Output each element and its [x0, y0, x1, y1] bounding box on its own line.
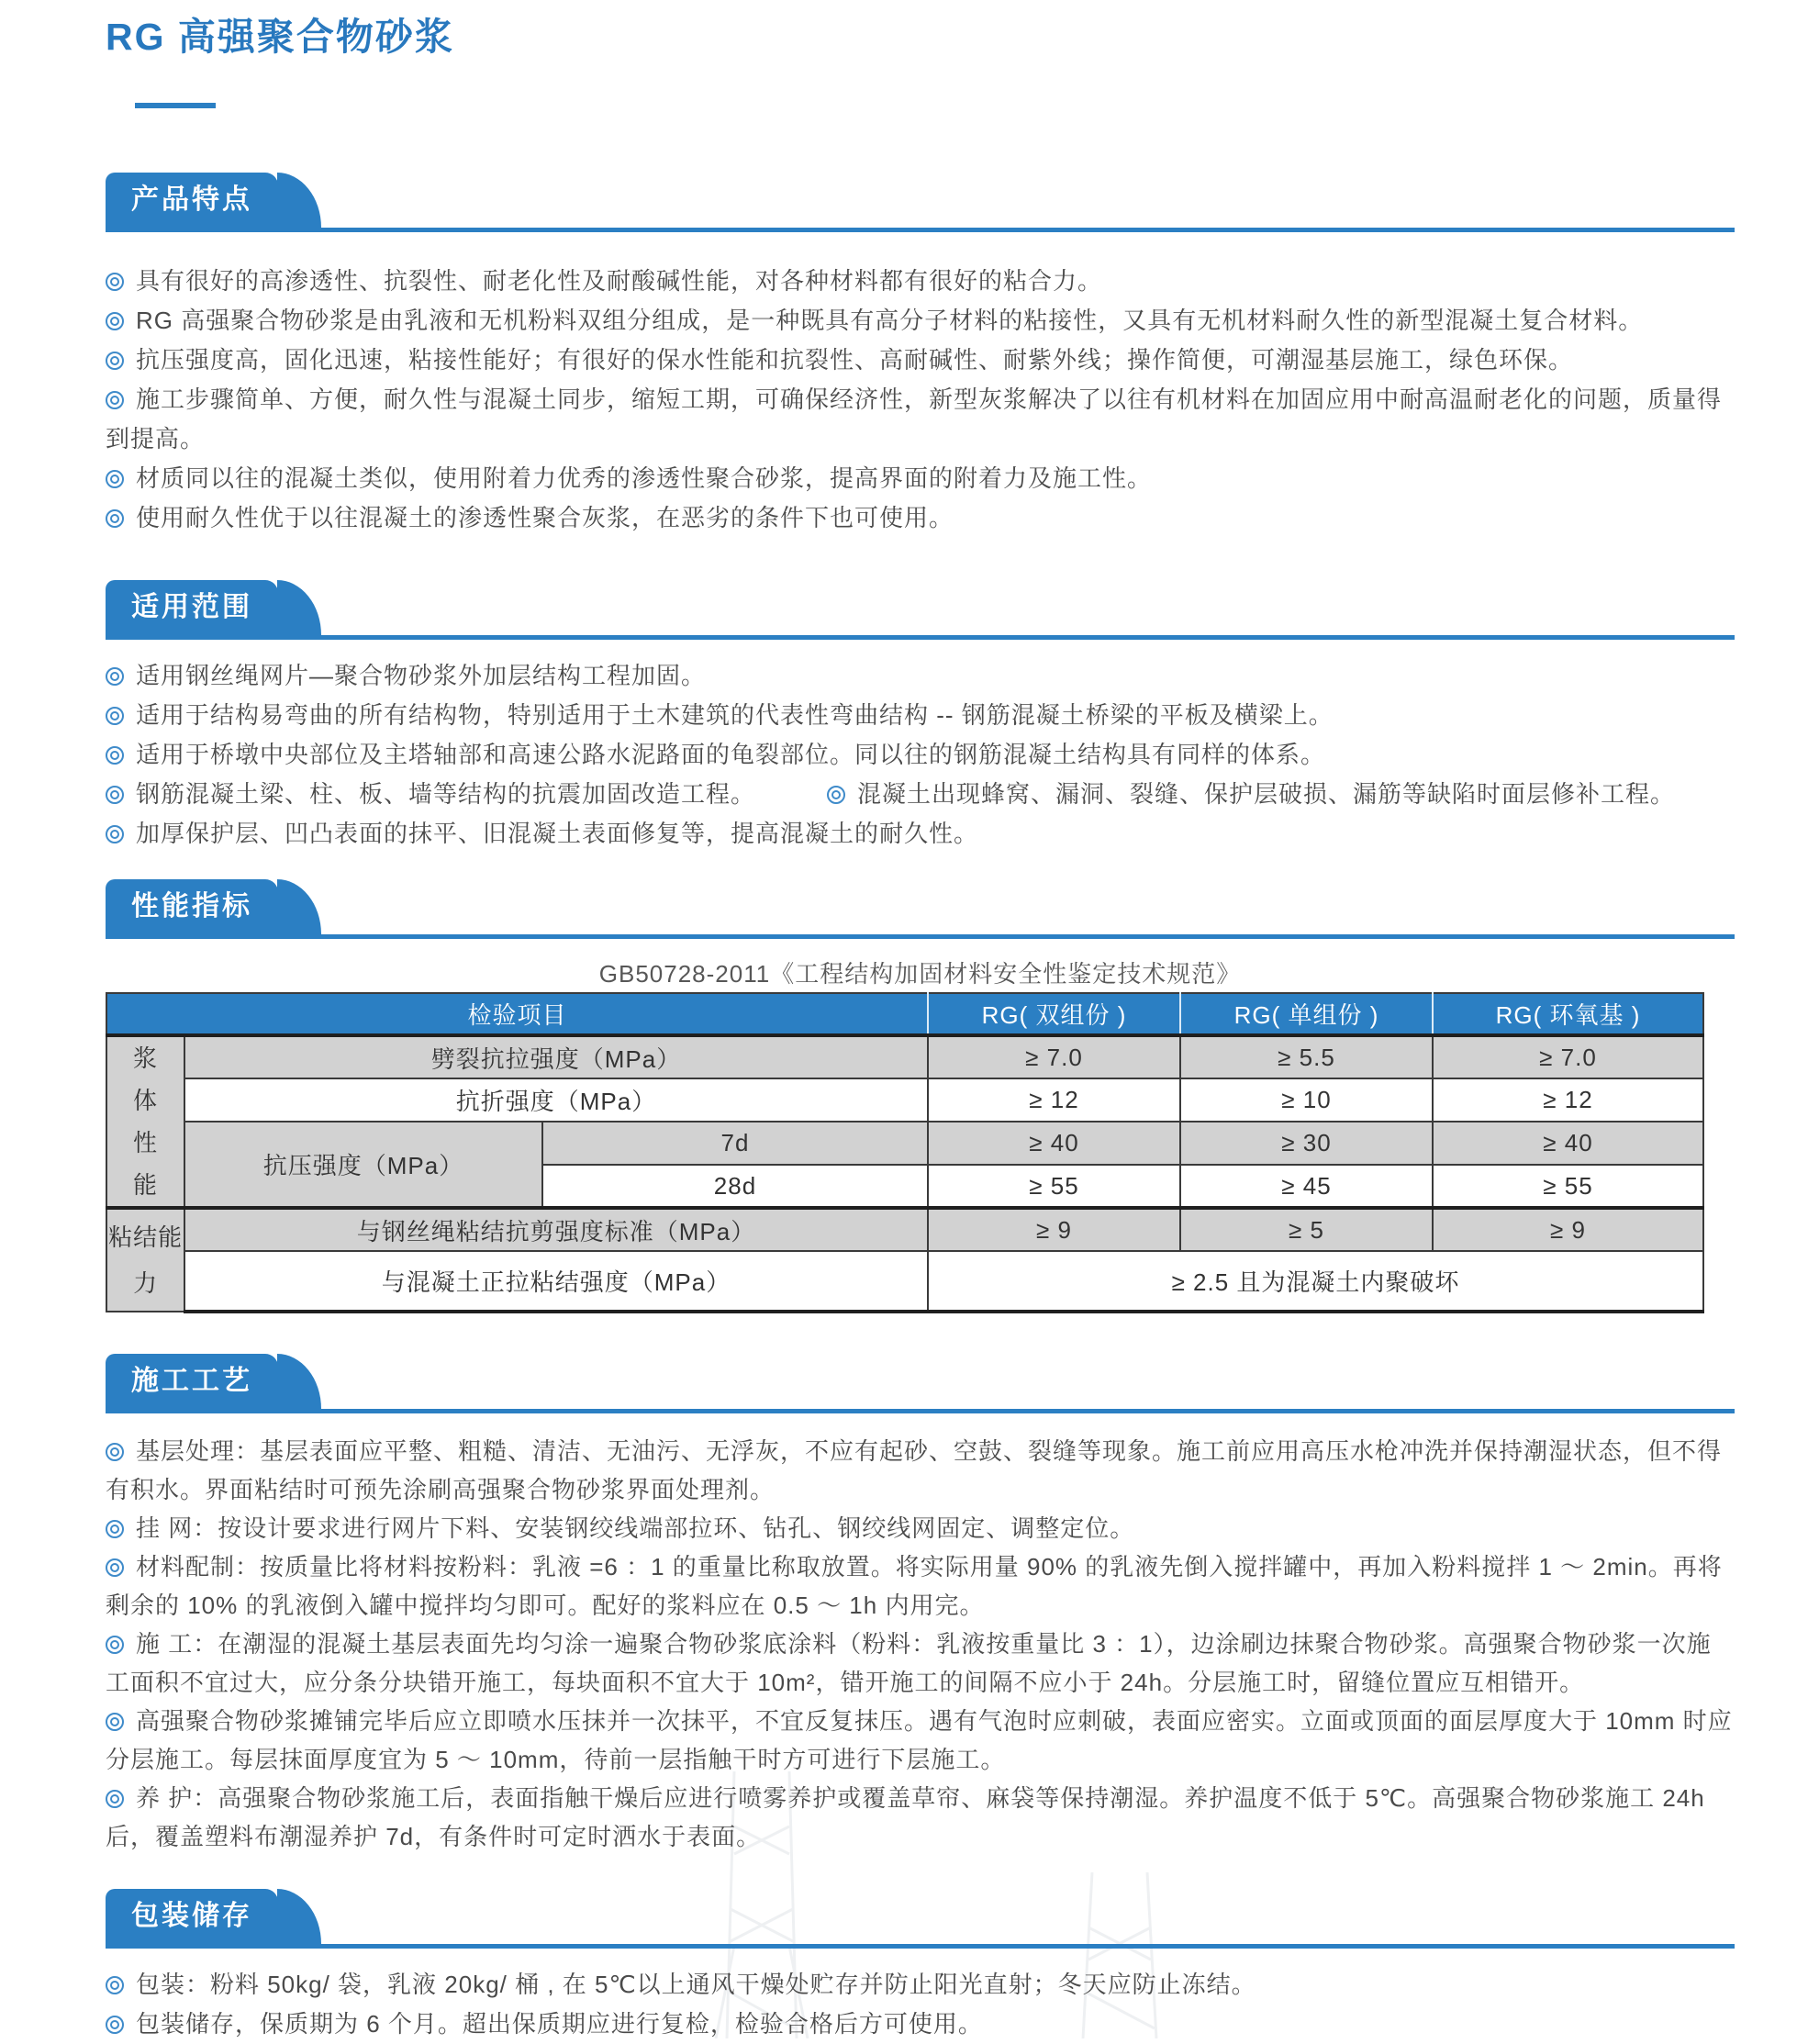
features-list: [106, 262, 1735, 538]
bullet-icon: [106, 273, 124, 291]
list-item: [106, 301, 1735, 341]
test-item-cell: 与混凝土正拉粘结强度（MPa）: [184, 1251, 928, 1312]
value-cell: ≥ 55: [1433, 1165, 1703, 1208]
list-item-text: 挂 网：按设计要求进行网片下料、安装钢绞线端部拉环、钻孔、钢绞线网固定、调整定位。: [136, 1514, 1135, 1542]
test-item-cell: 抗压强度（MPa）: [184, 1122, 542, 1208]
bullet-icon: [106, 1636, 124, 1654]
row-group-label: 粘结能力: [106, 1208, 184, 1312]
bullet-icon: [106, 1713, 124, 1731]
list-item: [106, 380, 1735, 459]
table-row: [106, 1208, 1703, 1251]
value-cell: ≥ 5.5: [1180, 1035, 1433, 1078]
bullet-icon: [106, 391, 124, 409]
bullet-icon: [106, 312, 124, 330]
value-cell: ≥ 30: [1180, 1122, 1433, 1165]
column-header: RG( 单组份 ): [1180, 993, 1433, 1035]
value-cell: ≥ 55: [928, 1165, 1180, 1208]
list-item-text: 包装：粉料 50kg/ 袋，乳液 20kg/ 桶 , 在 5℃以上通风干燥处贮存并防止阳光直射；冬天应防止冻结。: [136, 1971, 1256, 1998]
list-item: [106, 696, 1735, 735]
value-cell: ≥ 12: [1433, 1078, 1703, 1122]
scope-list: [106, 656, 1735, 854]
value-cell: ≥ 7.0: [1433, 1035, 1703, 1078]
list-item: [106, 735, 1735, 775]
list-item: [106, 656, 1735, 696]
section-tab-label: 包装储存: [131, 1901, 252, 1931]
list-item: [106, 1547, 1735, 1625]
age-cell: 28d: [542, 1165, 928, 1208]
section-header-process: [106, 1354, 1735, 1413]
list-item-text: 适用于桥墩中央部位及主塔轴部和高速公路水泥路面的龟裂部位。同以往的钢筋混凝土结构具有同样的体系。: [136, 741, 1326, 768]
section-underline: [106, 1409, 1735, 1413]
test-item-cell: 与钢丝绳粘结抗剪强度标准（MPa）: [184, 1208, 928, 1251]
section-tab-process: [106, 1354, 278, 1409]
section-tab-features: [106, 173, 278, 228]
list-item-text: 材质同以往的混凝土类似，使用附着力优秀的渗透性聚合砂浆，提高界面的附着力及施工性。: [136, 464, 1153, 492]
bullet-icon: [106, 746, 124, 765]
list-item-text: 包装储存，保质期为 6 个月。超出保质期应进行复检，检验合格后方可使用。: [136, 2010, 983, 2038]
list-item-text: 使用耐久性优于以往混凝土的渗透性聚合灰浆，在恶劣的条件下也可使用。: [136, 504, 954, 531]
page-title: RG 高强聚合物砂浆: [106, 16, 454, 58]
list-item-double: [106, 775, 1735, 814]
section-tab-label: 性能指标: [131, 891, 252, 921]
bullet-icon: [106, 352, 124, 370]
value-cell: ≥ 45: [1180, 1165, 1433, 1208]
value-cell: ≥ 40: [1433, 1122, 1703, 1165]
list-item: [106, 262, 1735, 301]
bullet-icon: [106, 1520, 124, 1538]
list-item: [106, 1779, 1735, 1856]
bullet-icon: [106, 1443, 124, 1461]
value-cell-merged: ≥ 2.5 且为混凝土内聚破坏: [928, 1251, 1703, 1312]
value-cell: ≥ 7.0: [928, 1035, 1180, 1078]
performance-table: [106, 992, 1704, 1313]
list-item-text: 施工步骤简单、方便，耐久性与混凝土同步，缩短工期，可确保经济性，新型灰浆解决了以往有机材料在加固应用中耐高温耐老化的问题，质量得到提高。: [106, 385, 1723, 452]
process-list: [106, 1432, 1735, 1856]
list-item: [106, 341, 1735, 380]
list-item-text: 养 护：高强聚合物砂浆施工后，表面指触干燥后应进行喷雾养护或覆盖草帘、麻袋等保持潮湿。养护温度不低于 5℃。高强聚合物砂浆施工 24h 后，覆盖塑料布潮湿养护 7d，有条件时可定时洒水于表面。: [106, 1784, 1705, 1850]
list-item: [106, 1509, 1735, 1547]
section-tab-performance: [106, 879, 278, 934]
value-cell: ≥ 9: [1433, 1208, 1703, 1251]
list-item-text: 材料配制：按质量比将材料按粉料：乳液 =6 ：1 的重量比称取放置。将实际用量 90% 的乳液先倒入搅拌罐中，再加入粉料搅拌 1 ～ 2min。再将剩余的 10% 的乳液倒入罐中搅拌均匀即可。配好的浆料应在 0.5 ～ 1h 内用完。: [106, 1553, 1723, 1619]
table-row: [106, 1035, 1703, 1078]
bullet-icon: [106, 825, 124, 843]
list-item-text: 适用于结构易弯曲的所有结构物，特别适用于土木建筑的代表性弯曲结构 -- 钢筋混凝土桥梁的平板及横梁上。: [136, 701, 1334, 729]
bullet-icon: [106, 707, 124, 725]
value-cell: ≥ 5: [1180, 1208, 1433, 1251]
age-cell: 7d: [542, 1122, 928, 1165]
list-item-text: 加厚保护层、凹凸表面的抹平、旧混凝土表面修复等，提高混凝土的耐久性。: [136, 820, 979, 847]
column-header: 检验项目: [106, 993, 928, 1035]
section-tab-label: 产品特点: [131, 184, 252, 215]
title-accent-bar: [135, 103, 216, 108]
value-cell: ≥ 12: [928, 1078, 1180, 1122]
bullet-icon: [106, 1558, 124, 1577]
bullet-icon: [827, 786, 845, 804]
test-item-cell: 劈裂抗拉强度（MPa）: [184, 1035, 928, 1078]
table-row: [106, 1078, 1703, 1122]
list-item-text: 混凝土出现蜂窝、漏洞、裂缝、保护层破损、漏筋等缺陷时面层修补工程。: [857, 780, 1676, 808]
column-header: RG( 环氧基 ): [1433, 993, 1703, 1035]
list-item: [106, 1625, 1735, 1702]
bullet-icon: [106, 667, 124, 686]
section-underline: [106, 934, 1735, 939]
list-item-text: 钢筋混凝土梁、柱、板、墙等结构的抗震加固改造工程。: [136, 780, 756, 808]
value-cell: ≥ 9: [928, 1208, 1180, 1251]
bullet-icon: [106, 509, 124, 528]
section-header-scope: [106, 580, 1735, 640]
table-header-row: [106, 993, 1703, 1035]
section-tab-label: 施工工艺: [131, 1366, 252, 1396]
bullet-icon: [106, 1976, 124, 1994]
row-group-label: 浆体性能: [106, 1035, 184, 1208]
section-header-packaging: [106, 1889, 1735, 1949]
value-cell: ≥ 10: [1180, 1078, 1433, 1122]
value-cell: ≥ 40: [928, 1122, 1180, 1165]
list-item: [106, 1965, 1735, 2005]
section-tab-label: 适用范围: [131, 592, 252, 622]
column-header: RG( 双组份 ): [928, 993, 1180, 1035]
bullet-icon: [106, 2016, 124, 2034]
list-item-text: 抗压强度高，固化迅速，粘接性能好；有很好的保水性能和抗裂性、高耐碱性、耐紫外线；操作简便，可潮湿基层施工，绿色环保。: [136, 346, 1574, 374]
list-item-text: 高强聚合物砂浆摊铺完毕后应立即喷水压抹并一次抹平，不宜反复抹压。遇有气泡时应刺破，表面应密实。立面或顶面的面层厚度大于 10mm 时应分层施工。每层抹面厚度宜为 5 ～ 10mm，待前一层指触干时方可进行下层施工。: [106, 1707, 1733, 1773]
table-caption: GB50728-2011《工程结构加固材料安全性鉴定技术规范》: [598, 960, 1242, 988]
test-item-cell: 抗折强度（MPa）: [184, 1078, 928, 1122]
section-underline: [106, 228, 1735, 232]
table-row: [106, 1122, 1703, 1165]
section-tab-packaging: [106, 1889, 278, 1944]
list-item-text: 具有很好的高渗透性、抗裂性、耐老化性及耐酸碱性能，对各种材料都有很好的粘合力。: [136, 267, 1103, 295]
list-item-text: RG 高强聚合物砂浆是由乳液和无机粉料双组分组成，是一种既具有高分子材料的粘接性，又具有无机材料耐久性的新型混凝土复合材料。: [136, 307, 1644, 334]
table-row: [106, 1251, 1703, 1312]
bullet-icon: [106, 786, 124, 804]
list-item-text: 施 工：在潮湿的混凝土基层表面先均匀涂一遍聚合物砂浆底涂料（粉料：乳液按重量比 3 ：1），边涂刷边抹聚合物砂浆。高强聚合物砂浆一次施工面积不宜过大，应分条分块错开施工，每块面积不宜大于 10m²，错开施工的间隔不应小于 24h。分层施工时，留缝位置应互相错开。: [106, 1630, 1712, 1696]
bullet-icon: [106, 470, 124, 488]
list-item: [106, 1702, 1735, 1779]
section-header-performance: [106, 879, 1735, 939]
packaging-list: [106, 1965, 1735, 2044]
list-item: [106, 814, 1735, 854]
list-item-text: 基层处理：基层表面应平整、粗糙、清洁、无油污、无浮灰，不应有起砂、空鼓、裂缝等现象。施工前应用高压水枪冲洗并保持潮湿状态，但不得有积水。界面粘结时可预先涂刷高强聚合物砂浆界面处理剂。: [106, 1437, 1723, 1503]
list-item: [106, 498, 1735, 538]
list-item: [106, 459, 1735, 498]
bullet-icon: [106, 1790, 124, 1808]
section-underline: [106, 1944, 1735, 1949]
list-item-text: 适用钢丝绳网片—聚合物砂浆外加层结构工程加固。: [136, 662, 707, 689]
section-underline: [106, 635, 1735, 640]
list-item: [106, 1432, 1735, 1509]
section-header-features: [106, 173, 1735, 232]
section-tab-scope: [106, 580, 278, 635]
